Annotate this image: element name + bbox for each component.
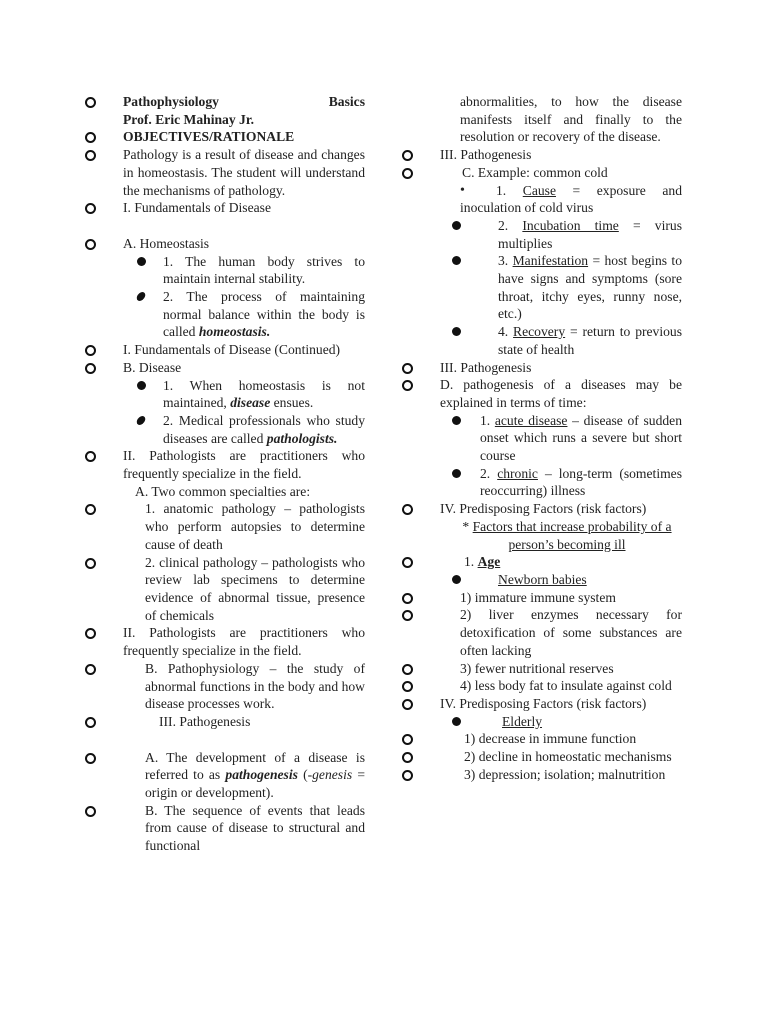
fundamentals-cont-text: I. Fundamentals of Disease (Continued) bbox=[123, 342, 341, 358]
age-num: 1. bbox=[464, 554, 478, 570]
elderly-3-text: 3) depression; isolation; malnutrition bbox=[464, 766, 666, 782]
hollow-bullet-icon bbox=[85, 500, 96, 521]
predisposing-text-2: IV. Predisposing Factors (risk factors) bbox=[440, 695, 647, 711]
factors-line bbox=[402, 518, 682, 553]
disease-sub-2 bbox=[85, 412, 365, 447]
elderly-term: Elderly bbox=[502, 713, 543, 729]
elderly-item bbox=[402, 713, 682, 731]
hollow-bullet-icon bbox=[85, 199, 96, 220]
acute-term: acute disease bbox=[494, 412, 568, 428]
hollow-bullet-icon bbox=[85, 660, 96, 681]
doc-title-line bbox=[85, 93, 365, 111]
hollow-bullet-icon bbox=[402, 606, 413, 627]
recovery-text: = return to previous state of health bbox=[498, 324, 683, 357]
pathogenesis-b-text: III. Pathogenesis bbox=[440, 359, 532, 375]
homeostasis-head-item bbox=[85, 235, 365, 253]
newborn-item bbox=[402, 571, 682, 589]
pathogenesis-term: pathogenesis bbox=[225, 767, 298, 783]
chronic-num: 2. bbox=[480, 465, 498, 481]
disease-head-text: B. Disease bbox=[123, 359, 182, 375]
factors-star: * bbox=[462, 518, 473, 534]
pathogenesis-b-item bbox=[402, 359, 682, 377]
objectives-heading: OBJECTIVES/RATIONALE bbox=[123, 129, 295, 145]
pathologists-item-1 bbox=[85, 447, 365, 482]
clinical-item bbox=[85, 554, 365, 625]
manifestation-num: 3. bbox=[498, 253, 513, 269]
disease-head-item bbox=[85, 359, 365, 377]
acute-text: – disease of sudden onset which runs a severe but short course bbox=[480, 412, 682, 464]
elderly-3 bbox=[402, 766, 682, 784]
solid-bullet-icon bbox=[452, 465, 461, 484]
pathophys-text: B. Pathophysiology – the study of abnormal functions in the body and how disease processes work. bbox=[145, 660, 365, 712]
recovery-num: 4. bbox=[498, 324, 514, 340]
continuation-text: abnormalities, to how the disease manifests itself and finally to the resolution or recovery of the disease. bbox=[460, 94, 682, 145]
disease-sub-1 bbox=[85, 377, 365, 412]
homeo-sub-1-text: 1. The human body strives to maintain internal stability. bbox=[163, 253, 365, 287]
newborn-1 bbox=[402, 589, 682, 607]
hollow-bullet-icon bbox=[85, 447, 96, 468]
chronic-text: – long-term (sometimes reoccurring) illness bbox=[480, 465, 682, 499]
left-column bbox=[85, 93, 365, 855]
doc-author: Prof. Eric Mahinay Jr. bbox=[123, 111, 255, 127]
incubation-term: Incubation time bbox=[522, 217, 619, 233]
development-text: A. The development of a disease is referred to as bbox=[145, 749, 365, 783]
pathologists-item-2 bbox=[85, 624, 365, 659]
development-item bbox=[85, 749, 365, 802]
recovery-term: Recovery bbox=[513, 324, 566, 340]
hollow-bullet-icon bbox=[402, 766, 413, 787]
clinical-text: 2. clinical pathology – pathologists who review lab specimens to determine evidence of abnormal tissue, presence of chemicals bbox=[145, 554, 365, 623]
right-column bbox=[402, 93, 682, 783]
manifestation-term: Manifestation bbox=[512, 253, 589, 269]
hollow-bullet-icon bbox=[85, 802, 96, 823]
elderly-2-text: 2) decline in homeostatic mechanisms bbox=[464, 749, 672, 765]
elderly-1 bbox=[402, 730, 682, 748]
example-item bbox=[402, 164, 682, 182]
solid-bullet-icon bbox=[137, 288, 145, 307]
development-end: = origin or development). bbox=[145, 767, 365, 801]
factors-text: Factors that increase probability of a person’s becoming ill bbox=[472, 518, 672, 552]
cause-num: 1. bbox=[496, 182, 523, 198]
disease-sub-1-end: ensues. bbox=[270, 395, 314, 411]
two-specialties-line: A. Two common specialties are: bbox=[135, 483, 311, 499]
hollow-bullet-icon bbox=[85, 146, 96, 167]
pathologists-text-1: II. Pathologists are practitioners who frequently specialize in the field. bbox=[123, 448, 365, 482]
genesis-term: genesis bbox=[312, 767, 353, 783]
hollow-bullet-icon bbox=[85, 624, 96, 645]
sequence-item bbox=[85, 802, 365, 855]
fundamentals-cont-item bbox=[85, 341, 365, 359]
age-term: Age bbox=[477, 554, 501, 570]
solid-bullet-icon bbox=[452, 713, 461, 732]
pathogenesis-d-text: D. pathogenesis of a diseases may be explained in terms of time: bbox=[440, 377, 682, 410]
homeo-sub-1 bbox=[85, 253, 365, 288]
anatomic-item bbox=[85, 500, 365, 553]
dot-bullet-icon bbox=[460, 182, 465, 200]
incubation-text: = virus multiplies bbox=[498, 217, 682, 251]
elderly-1-text: 1) decrease in immune function bbox=[464, 731, 637, 747]
hollow-bullet-icon bbox=[85, 713, 96, 734]
development-paren: (- bbox=[297, 767, 313, 783]
manifestation-item bbox=[402, 252, 682, 323]
objectives-item bbox=[85, 128, 365, 146]
solid-bullet-icon bbox=[137, 377, 146, 396]
pathophys-item bbox=[85, 660, 365, 713]
example-text: C. Example: common cold bbox=[462, 164, 608, 180]
doc-title: Pathophysiology bbox=[123, 94, 219, 109]
disease-sub-2-text: 2. Medical professionals who study diseases are called bbox=[163, 412, 365, 446]
homeo-sub-2 bbox=[85, 288, 365, 341]
pathogenesis-a-text: III. Pathogenesis bbox=[440, 147, 532, 163]
sequence-text: B. The sequence of events that leads from cause of disease to structural and functional bbox=[145, 802, 365, 854]
incubation-num: 2. bbox=[498, 217, 523, 233]
hollow-bullet-icon bbox=[85, 554, 96, 575]
newborn-3 bbox=[402, 660, 682, 678]
pathology-intro-text: Pathology is a result of disease and changes in homeostasis. The student will understand the mechanisms of pathology. bbox=[123, 147, 365, 198]
recovery-item bbox=[402, 323, 682, 358]
solid-bullet-icon bbox=[452, 252, 461, 271]
solid-bullet-icon bbox=[452, 323, 461, 342]
chronic-term: chronic bbox=[497, 465, 538, 481]
homeo-sub-2-text: 2. The process of maintaining normal balance within the body is called bbox=[163, 289, 365, 340]
age-item bbox=[402, 553, 682, 571]
elderly-2 bbox=[402, 748, 682, 766]
pathology-intro-item bbox=[85, 146, 365, 199]
cause-term: Cause bbox=[522, 182, 556, 198]
solid-bullet-icon bbox=[452, 412, 461, 431]
pathologists-text-2: II. Pathologists are practitioners who frequently specialize in the field. bbox=[123, 625, 365, 659]
chronic-item bbox=[402, 465, 682, 500]
pathologists-term: pathologists. bbox=[266, 430, 338, 446]
newborn-4 bbox=[402, 677, 682, 695]
predisposing-item-2 bbox=[402, 695, 682, 713]
acute-num: 1. bbox=[480, 412, 495, 428]
cause-item bbox=[402, 182, 682, 217]
fundamentals-item bbox=[85, 199, 365, 217]
disease-sub-1-text: 1. When homeostasis is not maintained, bbox=[163, 377, 365, 411]
incubation-item bbox=[402, 217, 682, 252]
doc-title-right: Basics bbox=[328, 94, 365, 109]
anatomic-text: 1. anatomic pathology – pathologists who perform autopsies to determine cause of death bbox=[145, 501, 365, 552]
solid-bullet-icon bbox=[452, 571, 461, 590]
homeostasis-term: homeostasis. bbox=[198, 324, 271, 340]
newborn-1-text: 1) immature immune system bbox=[460, 589, 616, 605]
acute-item bbox=[402, 412, 682, 465]
newborn-4-text: 4) less body fat to insulate against cold bbox=[460, 678, 672, 694]
newborn-3-text: 3) fewer nutritional reserves bbox=[460, 660, 614, 676]
manifestation-text: = host begins to have signs and symptoms (sore throat, itchy eyes, runny nose, etc.) bbox=[498, 253, 682, 322]
cause-text: = exposure and inoculation of cold virus bbox=[460, 182, 683, 216]
predisposing-item-1 bbox=[402, 500, 682, 518]
pathogenesis-a-item bbox=[402, 146, 682, 164]
solid-bullet-icon bbox=[137, 253, 146, 272]
pathogenesis-d-item bbox=[402, 376, 682, 411]
predisposing-text-1: IV. Predisposing Factors (risk factors) bbox=[440, 501, 647, 517]
pathogenesis-text: III. Pathogenesis bbox=[159, 713, 251, 729]
newborn-2 bbox=[402, 606, 682, 659]
fundamentals-text: I. Fundamentals of Disease bbox=[123, 200, 271, 216]
newborn-2-text: 2) liver enzymes necessary for detoxification of some substances are often lacking bbox=[460, 607, 682, 658]
homeostasis-head-text: A. Homeostasis bbox=[123, 235, 210, 251]
solid-bullet-icon bbox=[137, 412, 145, 431]
hollow-bullet-icon bbox=[402, 376, 413, 397]
solid-bullet-icon bbox=[452, 217, 461, 236]
disease-term: disease bbox=[230, 395, 271, 411]
newborn-term: Newborn babies bbox=[498, 571, 587, 587]
hollow-bullet-icon bbox=[85, 749, 96, 770]
pathogenesis-item bbox=[85, 713, 365, 731]
